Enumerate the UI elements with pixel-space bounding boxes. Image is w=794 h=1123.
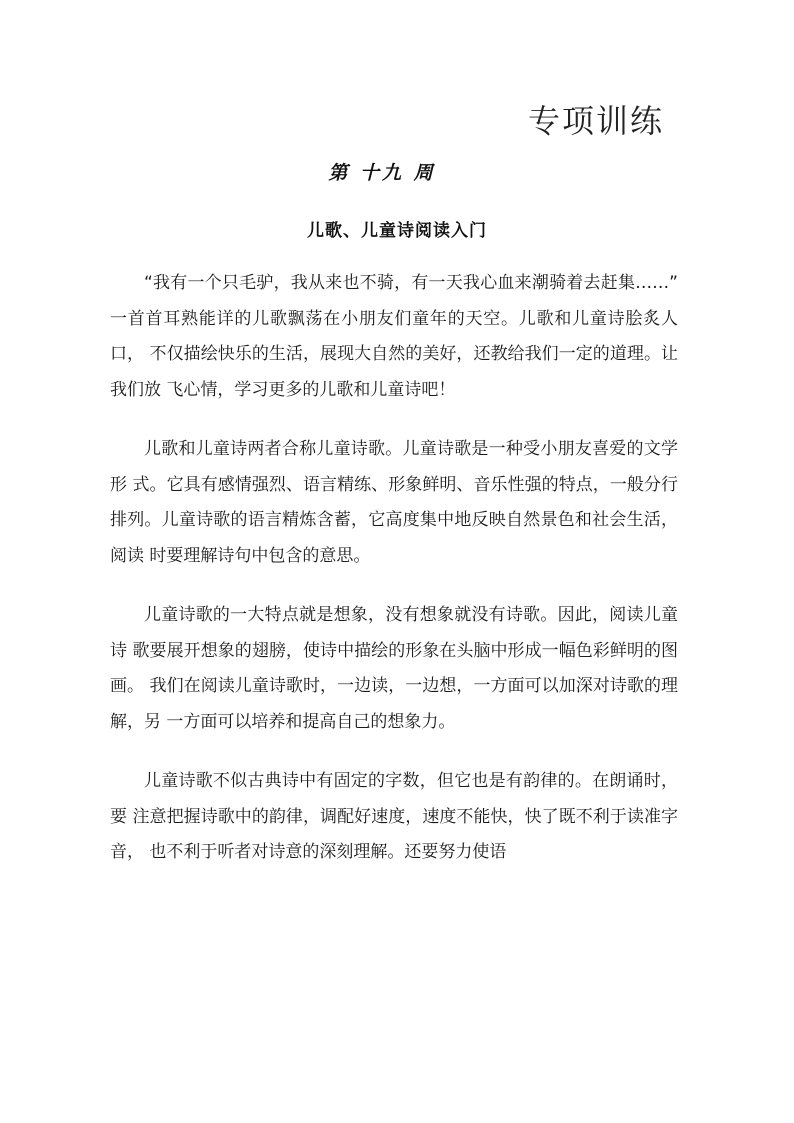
paragraph-imagination: 儿童诗歌的一大特点就是想象，没有想象就没有诗歌。因此，阅读儿童诗 歌要展开想象的翅膀，使诗中描绘的形象在头脑中形成一幅色彩鲜明的图画。 我们在阅读儿童诗歌时，一边读，一边想，一方面可以加深对诗歌的理解，另 一方面可以培养和提高自己的想象力。 <box>110 605 678 732</box>
header-title: 专项训练 <box>527 102 664 140</box>
section-subtitle: 儿歌、儿童诗阅读入门 <box>307 221 487 241</box>
body-text <box>110 266 678 895</box>
week-heading: 第 十九 周 <box>328 162 436 184</box>
paragraph-rhythm: 儿童诗歌不似古典诗中有固定的字数，但它也是有韵律的。在朗诵时，要 注意把握诗歌中的韵律，调配好速度，速度不能快，快了既不利于读准字音， 也不利于听者对诗意的深刻理解。还要努力使语 <box>110 771 678 862</box>
paragraph-definition: 儿歌和儿童诗两者合称儿童诗歌。儿童诗歌是一种受小朋友喜爱的文学形 式。它具有感情强烈、语言精练、形象鲜明、音乐性强的特点，一般分行排列。儿童诗歌的语言精炼含蓄，它高度集中地反映自然景色和社会生活，阅读 时要理解诗句中包含的意思。 <box>110 439 678 566</box>
paragraph-intro: “我有一个只毛驴，我从来也不骑，有一天我心血来潮骑着去赶集……” 一首首耳熟能详的儿歌飘荡在小朋友们童年的天空。儿歌和儿童诗脍炙人口， 不仅描绘快乐的生活，展现大自然的美好，还教给我们一定的道理。让我们放 飞心情，学习更多的儿歌和儿童诗吧！ <box>110 273 678 400</box>
